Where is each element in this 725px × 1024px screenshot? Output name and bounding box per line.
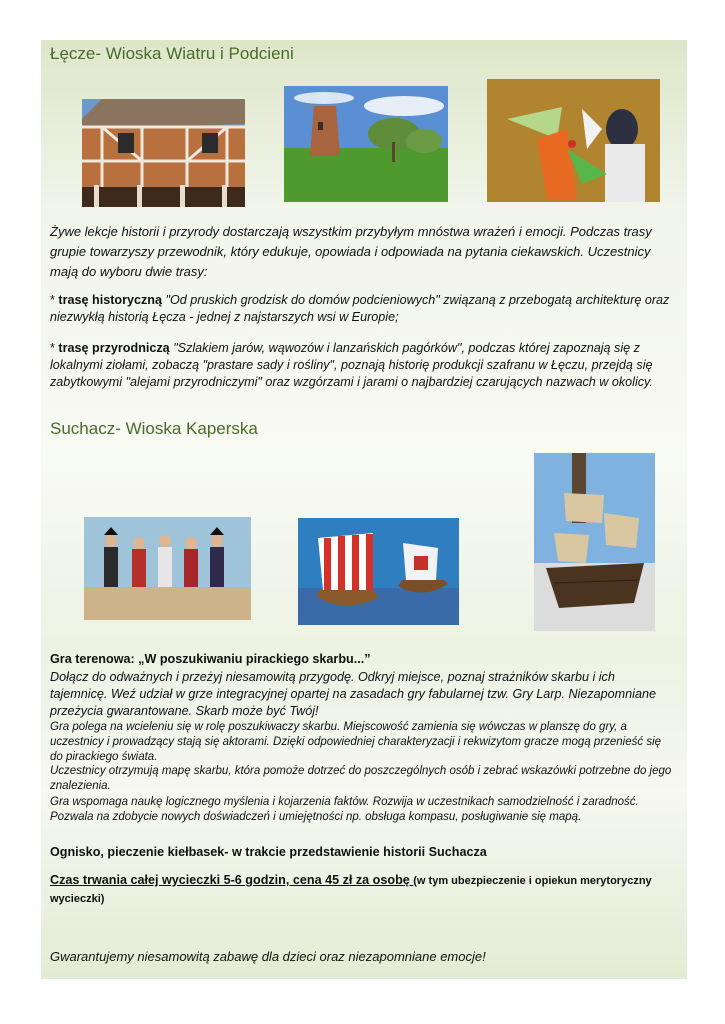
pirate-ship-model-photo [534,453,655,631]
bonfire-note: Ognisko, pieczenie kiełbasek- w trakcie przedstawienie historii Suchacza [50,845,487,859]
pirates-dancing-photo [84,517,251,620]
closing-line: Gwarantujemy niesamowitą zabawę dla dzieci oraz niezapomniane emocje! [50,949,486,964]
game-description-1: Gra polega na wcieleniu się w rolę poszukiwaczy skarbu. Miejscowość zamienia się wówczas w planszę do gry, a uczestnicy i prowadzący stają się aktorami. Dzięki odpowiedniej charakteryzacji i rekwizytom gracze mogą przenieść się do pirackiego świata. [50,721,662,763]
game-title: Gra terenowa: „W poszukiwaniu pirackiego skarbu...” [50,652,371,666]
game-description-2: Uczestnicy otrzymują mapę skarbu, która pomoże dotrzeć do poszczególnych osób i zebrać wskazówki potrzebne do jego znalezienia. [50,765,672,792]
route-historical-label: trasę historyczną [58,293,162,307]
section-title-suchacz: Suchacz- Wioska Kaperska [50,419,258,438]
windmill-photo [284,86,448,202]
duration-price [50,872,675,908]
duration-price-label: Czas trwania całej wycieczki 5-6 godzin, cena 45 zł za osobę [50,873,414,887]
viking-ships-photo [298,518,459,625]
game-description-3: Gra wspomaga naukę logicznego myślenia i kojarzenia faktów. Rozwija w uczestnikach samodzielność i zaradność. Pozwala na zdobycie nowych doświadczeń i umiejętności np. obsługa kompasu, posługiwanie się mapą. [50,796,639,823]
duration-price-note: (w tym ubezpieczenie i opiekun merytoryczny wycieczki) [50,875,652,905]
half-timbered-house-photo [82,99,245,207]
route-nature: * trasę przyrodniczą "Szlakiem jarów, wąwozów i lanzańskich pagórków", podczas której zapoznają się z lokalnymi ziołami, zobaczą "prastare sady i rośliny", poznają historię produkcji szafranu w Łęczu, przejdą się zabytkowymi "alejami przyrodniczymi" oraz wzgórzami i jarami o najbardziej czarujących nazwach w okolicy. [50,341,653,389]
game-intro: Dołącz do odważnych i przeżyj niesamowitą przygodę. Odkryj miejsce, poznaj strażników skarbu i ich tajemnicę. Weź udział w grze integracyjnej opartej na zasadach gry fabularnej tzw. Gry Larp. Niezapomniane przeżycia gwarantowane. Skarb może być Twój! [50,670,656,718]
children-pinwheels-photo [487,79,660,202]
route-historical: * trasę historyczną "Od pruskich grodzisk do domów podcieniowych" związaną z przebogatą architekturę oraz niezwykłą historią Łęcza - jednej z najstarszych wsi w Europie; [50,293,670,324]
lecze-intro: Żywe lekcje historii i przyrody dostarczają wszystkim przybyłym mnóstwa wrażeń i emocji. Podczas trasy grupie towarzyszy przewodnik, który edukuje, opowiada i odpowiada na pytania ciekawskich. Uczestnicy mają do wyboru dwie trasy: [50,224,652,279]
route-nature-label: trasę przyrodniczą [58,341,170,355]
section-title-lecze: Łęcze- Wioska Wiatru i Podcieni [50,44,294,63]
